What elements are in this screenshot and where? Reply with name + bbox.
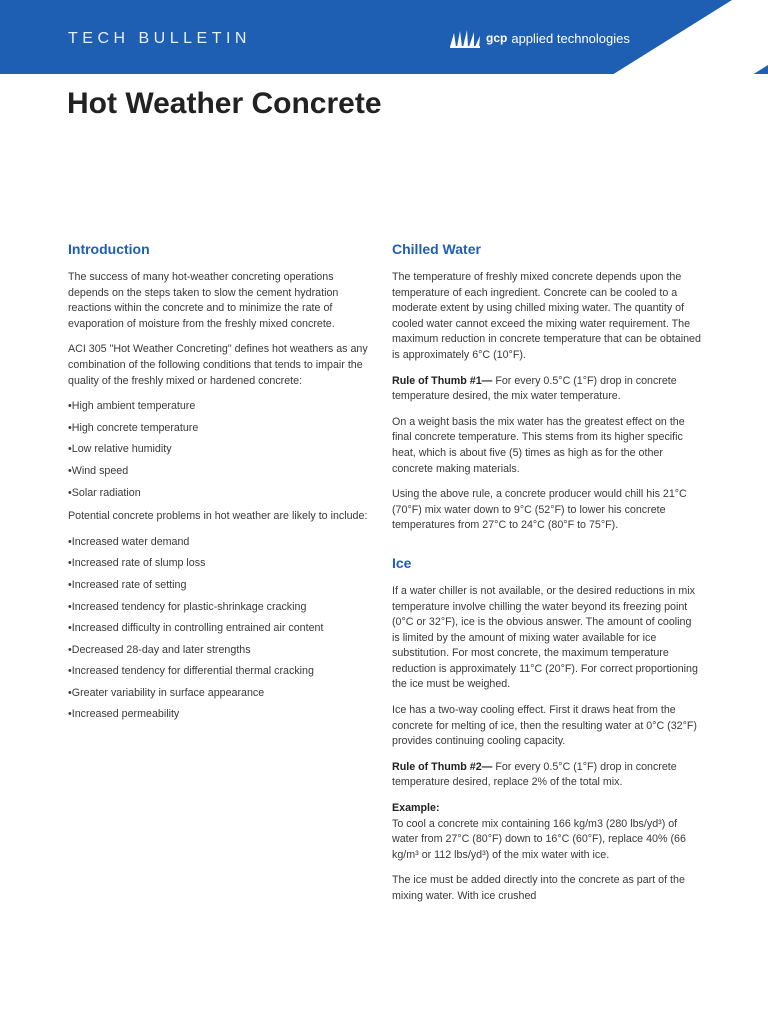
rule-1-label: Rule of Thumb #1—: [392, 374, 493, 387]
ice-heading: Ice: [392, 554, 412, 571]
logo-brand: gcp: [486, 31, 508, 45]
example-block: [392, 801, 702, 863]
intro-paragraph: The success of many hot-weather concreting operations depends on the steps taken to slow the cement hydration reactions within the concrete and to minimize the rate of evaporation of moisture from the freshly mixed concrete.: [68, 271, 339, 330]
header-bar: [0, 0, 768, 74]
list-item: • Increased difficulty in controlling entrained air content: [68, 621, 373, 637]
list-item: • Increased tendency for plastic-shrinkage cracking: [68, 600, 373, 616]
list-item: • Solar radiation: [68, 486, 373, 502]
rule-of-thumb-1: [392, 374, 702, 405]
rule-2-label: Rule of Thumb #2—: [392, 760, 493, 773]
list-item: • Increased rate of setting: [68, 578, 373, 594]
list-item: • Increased permeability: [68, 707, 373, 723]
example-text: To cool a concrete mix containing 166 kg/m3 (280 lbs/yd³) of water from 27°C (80°F) down to 16°C (60°F), replace 40% (66 kg/m³ or 112 lbs/yd³) of the mix water with ice.: [392, 817, 686, 861]
list-item: • High ambient temperature: [68, 399, 373, 415]
example-label: Example:: [392, 802, 440, 815]
list-item: • Wind speed: [68, 464, 373, 480]
list-item: • Increased rate of slump loss: [68, 556, 373, 572]
fan-logo-icon: [448, 27, 482, 49]
list-item: • Increased water demand: [68, 535, 373, 551]
ice-paragraph-2: Ice has a two-way cooling effect. First it draws heat from the concrete for melting of ice, then the resulting water at 0°C (32°F) provides continuing cooling capacity.: [392, 704, 697, 748]
list-item: • Increased tendency for differential thermal cracking: [68, 664, 373, 680]
list-item: • Greater variability in surface appearance: [68, 686, 373, 702]
list-item: • High concrete temperature: [68, 421, 373, 437]
rule-1-text: For every 0.5°C (1°F) drop in concrete temperature desired, the mix water temperature.: [392, 374, 677, 403]
chilled-paragraph-2: On a weight basis the mix water has the greatest effect on the final concrete temperature. This stems from its higher specific heat, which is about five (5) times as high as for the other concrete making materials.: [392, 415, 685, 475]
page-title: Hot Weather Concrete: [67, 87, 382, 120]
problems-list: [68, 535, 373, 723]
chilled-paragraph-1: The temperature of freshly mixed concrete depends upon the temperature of each ingredient. Concrete can be cooled to a moderate extent by using chilled mixing water. The quantity of cooled water cannot exceed the mixing water requirement. The maximum reduction in concrete temperature that can be obtained is approximately 6°C (10°F).: [392, 271, 701, 361]
aci-paragraph: ACI 305 "Hot Weather Concreting" defines hot weathers as any combination of the following conditions that tends to impair the quality of the freshly mixed or hardened concrete:: [68, 343, 368, 387]
list-item: • Decreased 28-day and later strengths: [68, 643, 373, 659]
list-item: • Low relative humidity: [68, 442, 373, 458]
ice-paragraph-1: If a water chiller is not available, or the desired reductions in mix temperature involve chilling the water beyond its freezing point (0°C or 32°F), ice is the obvious answer. The amount of cooling is limited by the amount of mixing water available for ice substitution. For most concrete, the maximum temperature reduction is approximately 11°C (20°F). For correct proportioning the ice must be weighed.: [392, 584, 698, 691]
problems-intro: Potential concrete problems in hot weather are likely to include:: [68, 510, 368, 523]
right-column: [392, 240, 702, 915]
chilled-water-heading: Chilled Water: [392, 241, 481, 257]
conditions-list: [68, 399, 373, 501]
bulletin-label: TECH BULLETIN: [68, 30, 251, 47]
rule-of-thumb-2: [392, 760, 702, 791]
ice-paragraph-3: The ice must be added directly into the concrete as part of the mixing water. With ice crushed: [392, 874, 685, 902]
left-column: [68, 240, 373, 731]
chilled-paragraph-3: Using the above rule, a concrete producer would chill his 21°C (70°F) mix water down to 9°C (52°F) to lower his concrete temperatures from 27°C to 24°C (80°F to 75°F).: [392, 488, 687, 532]
introduction-heading: Introduction: [68, 241, 150, 257]
company-logo: [448, 26, 630, 50]
logo-text: applied technologies: [511, 30, 630, 46]
rule-2-text: For every 0.5°C (1°F) drop in concrete temperature desired, replace 2% of the total mix.: [392, 760, 677, 789]
